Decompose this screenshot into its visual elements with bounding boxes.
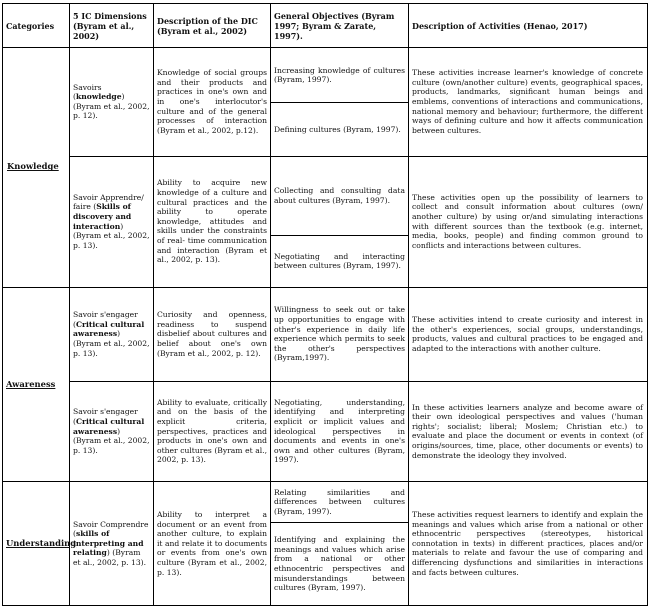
- header-categories: Categories: [3, 4, 70, 48]
- table-row: [3, 482, 648, 523]
- dimension-cell: Savoir Comprendre (skills of interpreting and relating) (Byram et al., 2002, p. 13).: [70, 482, 154, 606]
- dic-description-cell: Ability to acquire new knowledge of a culture and cultural practices and the ability to operate knowledge, attitudes and skills under the constraints of real- time communication and interaction (Byram et al., 2002, p. 13).: [154, 156, 271, 287]
- table-row: [3, 48, 648, 103]
- objective-cell: Willingness to seek out or take up opportunities to engage with other's experience in daily life experience which permits to seek the other's perspectives (Byram,1997).: [271, 287, 409, 381]
- dic-description-cell: Curiosity and openness, readiness to suspend disbelief about cultures and belief about one's own (Byram et al., 2002, p. 12).: [154, 287, 271, 381]
- header-row: [3, 4, 648, 48]
- dic-description-cell: Ability to evaluate, critically and on the basis of the explicit criteria, perspectives, practices and products in one's own and other cultures (Byram et al., 2002, p. 13).: [154, 381, 271, 481]
- objective-cell: Relating similarities and differences between cultures (Byram, 1997).: [271, 482, 409, 523]
- dimension-cell: Savoirs (knowledge) (Byram et al., 2002, p. 12).: [70, 48, 154, 157]
- objective-cell: Increasing knowledge of cultures (Byram, 1997).: [271, 48, 409, 103]
- dimension-cell: Savoir s'engager (Critical cultural awareness) (Byram et al., 2002, p. 13).: [70, 381, 154, 481]
- objective-cell: Identifying and explaining the meanings and values which arise from a national or other ethnocentric perspectives and misunderstandings between cultures (Byram, 1997).: [271, 523, 409, 606]
- table-row: [3, 156, 648, 236]
- activity-description-cell: These activities increase learner's knowledge of concrete culture (own/another culture) events, geographical spaces, products, landmarks, significant human beings and emblems, conventions of interactions and communications, national memory and behaviour; furthermore, the different ways of defining culture and how it affects communication between cultures.: [409, 48, 648, 157]
- objective-cell: Defining cultures (Byram, 1997).: [271, 103, 409, 156]
- activity-description-cell: These activities request learners to identify and explain the meanings and values which arise from a national or other ethnocentric perspectives (stereotypes, historical connotation in texts) in different practices, places and/or materials to relate and favour the use of comparing and differencing dysfunctions and similarities in interactions and facts between cultures.: [409, 482, 648, 606]
- intercultural-competence-table: [2, 3, 648, 606]
- activity-description-cell: These activities intend to create curiosity and interest in the other's experiences, social groups, understandings, products, values and cultural practices to be engaged and adapted to the interactions with another culture.: [409, 287, 648, 381]
- header-description-activities: Description of Activities (Henao, 2017): [409, 4, 648, 48]
- objective-cell: Collecting and consulting data about cultures (Byram, 1997).: [271, 156, 409, 236]
- dic-description-cell: Ability to interpret a document or an event from another culture, to explain it and relate it to documents or events from one's own culture (Byram et al., 2002, p. 13).: [154, 482, 271, 606]
- header-description-dic: Description of the DIC (Byram et al., 2002): [154, 4, 271, 48]
- category-awareness: Awareness: [3, 287, 70, 482]
- table-row: [3, 381, 648, 481]
- table-row: [3, 287, 648, 381]
- header-dimensions: 5 IC Dimensions (Byram et al., 2002): [70, 4, 154, 48]
- table-wrapper: [2, 3, 647, 606]
- activity-description-cell: These activities open up the possibility of learners to collect and consult information about cultures (own/ another culture) by using or/and simulating interactions with different sources than the textbook (e.g. internet, media, books, people) and finding common ground to conflicts and interactions between cultures.: [409, 156, 648, 287]
- dimension-cell: Savoir Apprendre/ faire (Skills of discovery and interaction) (Byram et al., 2002, p. 13).: [70, 156, 154, 287]
- header-general-objectives: General Objectives (Byram 1997; Byram & Zarate, 1997).: [271, 4, 409, 48]
- category-knowledge: Knowledge: [3, 48, 70, 288]
- dimension-cell: Savoir s'engager (Critical cultural awareness) (Byram et al., 2002, p. 13).: [70, 287, 154, 381]
- dic-description-cell: Knowledge of social groups and their products and practices in one's own and in one's interlocutor's culture and of the general processes of interaction (Byram et al., 2002, p.12).: [154, 48, 271, 157]
- activity-description-cell: In these activities learners analyze and become aware of their own ideological perspectives and values ('human rights'; socialist; liberal; Moslem; Christian etc.) to evaluate and place the document or events in context (of origins/sources, time, place, other documents or events) to demonstrate the ideology they involved.: [409, 381, 648, 481]
- objective-cell: Negotiating, understanding, identifying and interpreting explicit or implicit values and ideological perspectives in documents and events in one's own and other cultures (Byram, 1997).: [271, 381, 409, 481]
- objective-cell: Negotiating and interacting between cultures (Byram, 1997).: [271, 236, 409, 287]
- category-understanding: Understanding: [3, 482, 70, 606]
